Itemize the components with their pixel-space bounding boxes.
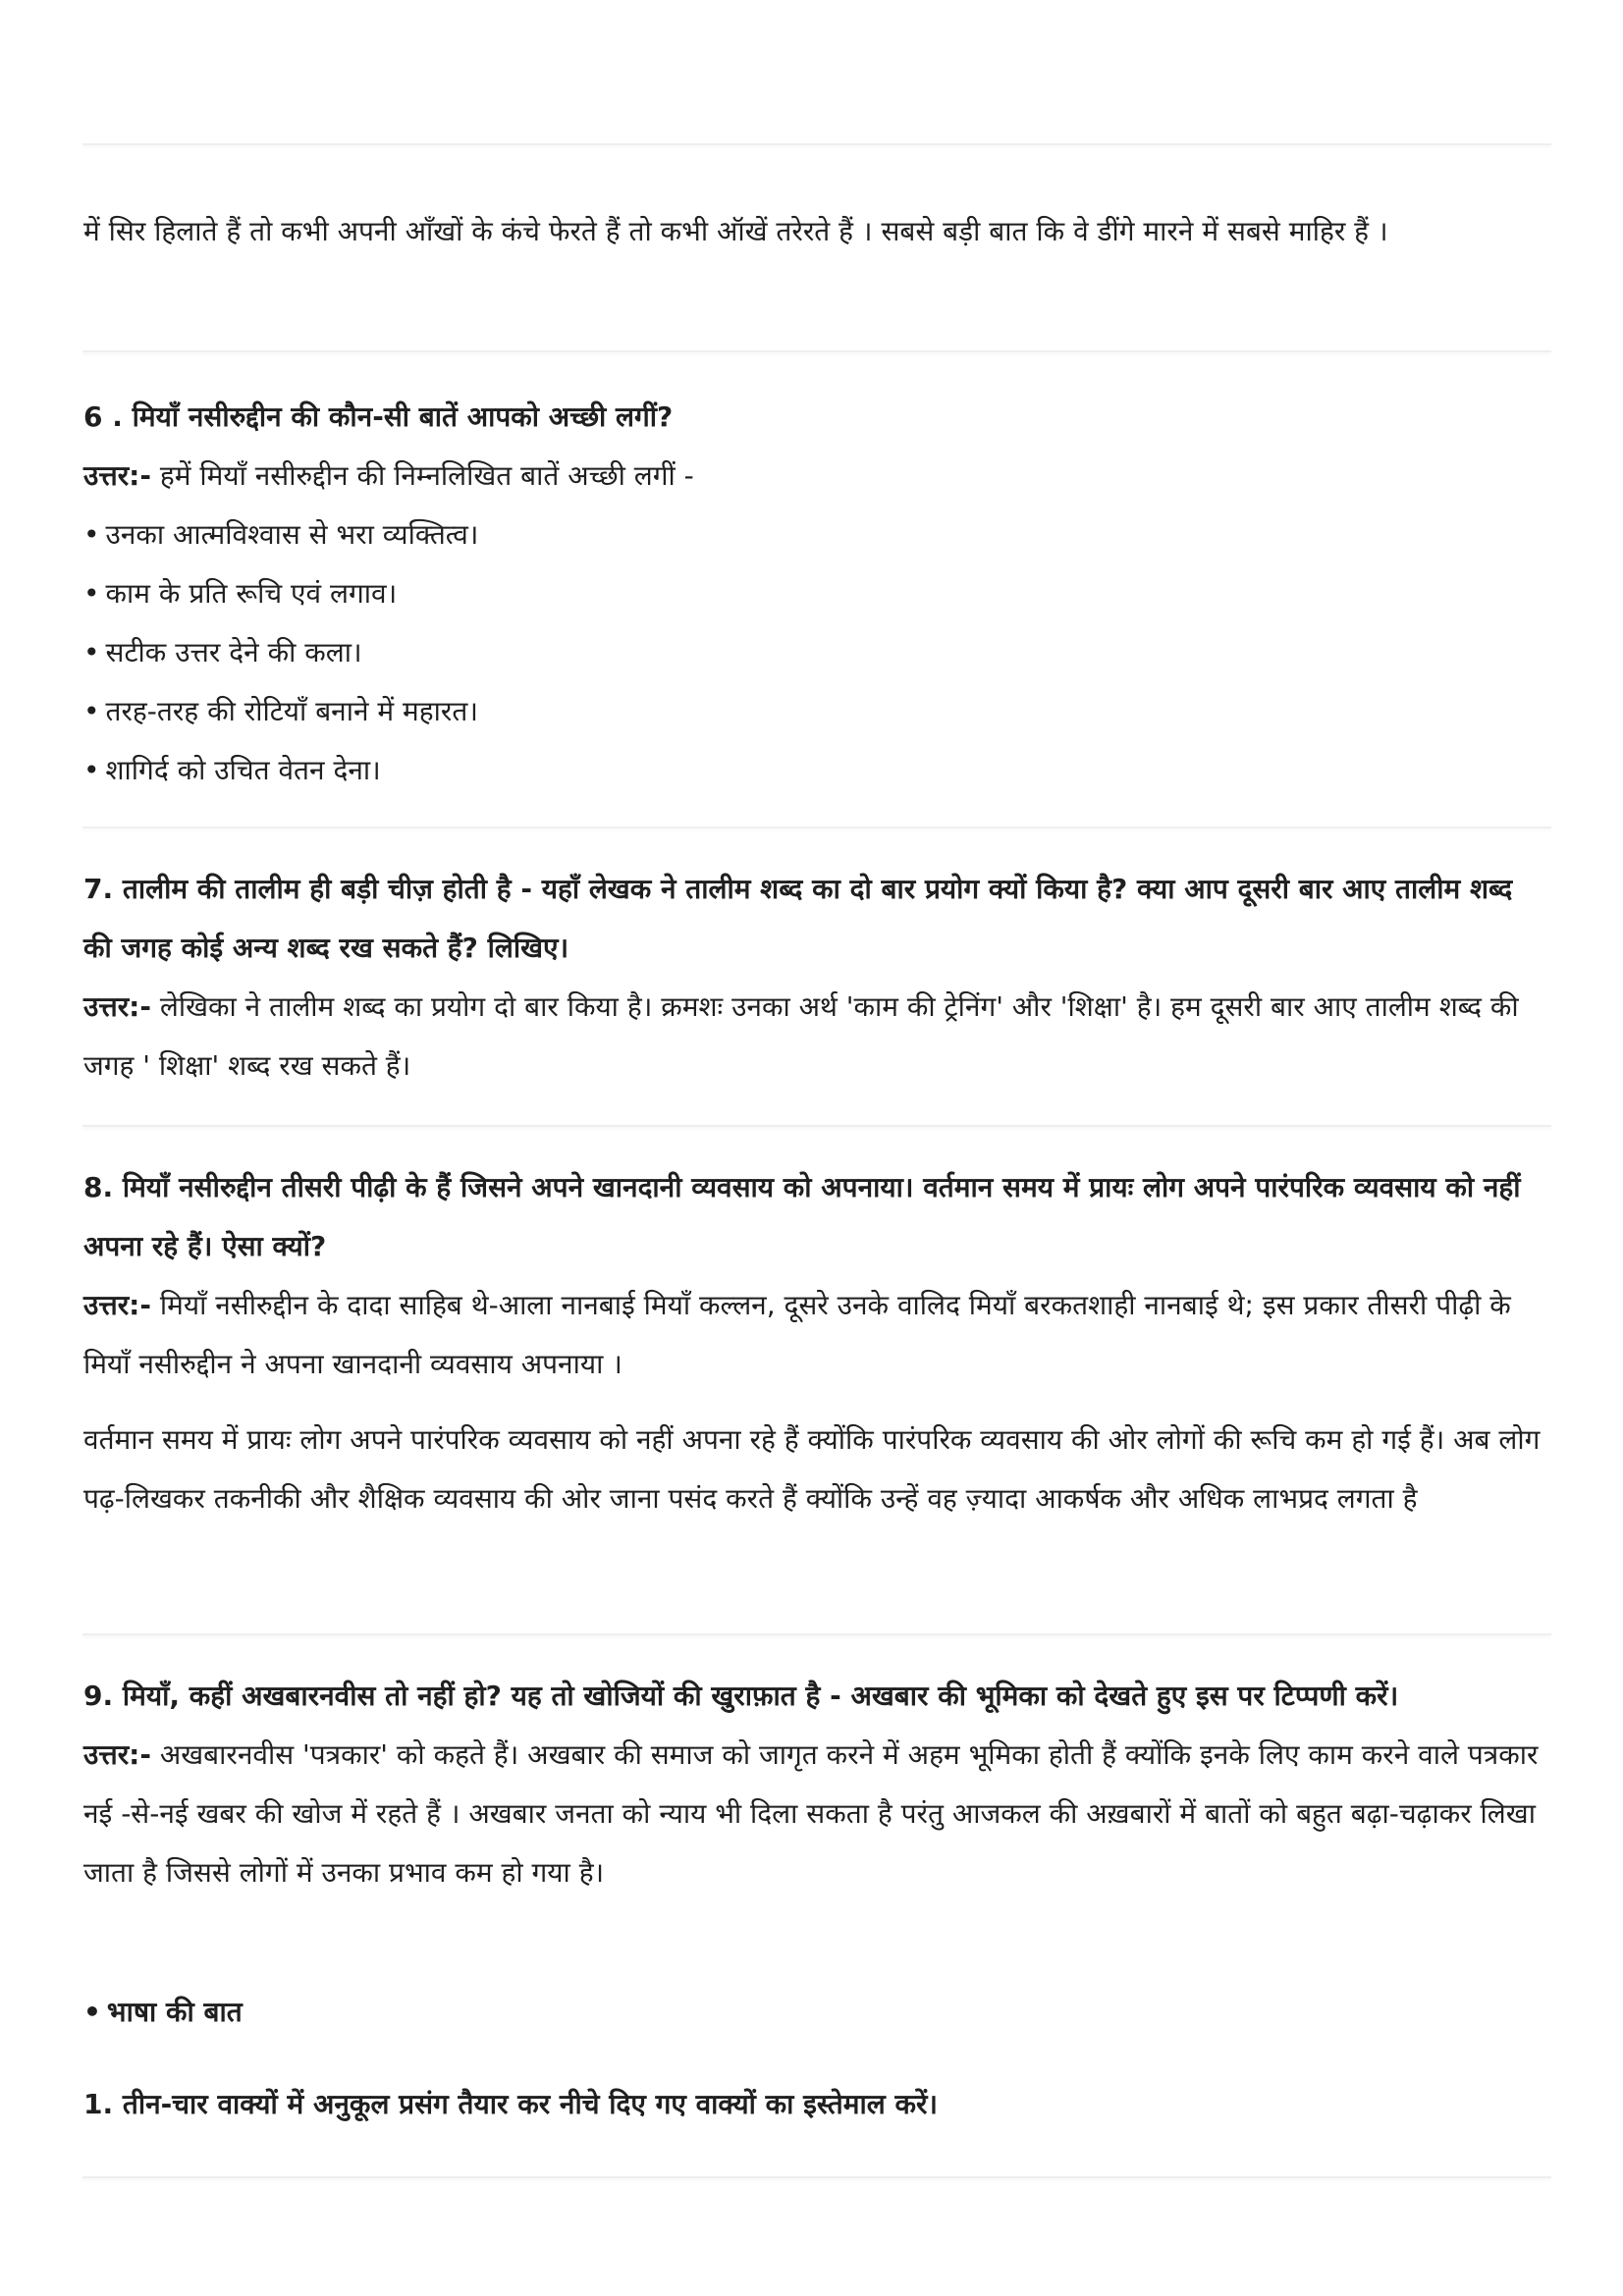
- answer-6-text: हमें मियाँ नसीरुद्दीन की निम्नलिखित बातें अच्छी लगीं -: [150, 459, 694, 492]
- language-question-1-section: [83, 2075, 1546, 2134]
- answer-7: [83, 978, 1546, 1095]
- question-7: 7. तालीम की तालीम ही बड़ी चीज़ होती है - यहाँ लेखक ने तालीम शब्द का दो बार प्रयोग क्यों किया है? क्या आप दूसरी बार आए तालीम शब्द की जगह कोई अन्य शब्द रख सकते हैं? लिखिए।: [83, 873, 1513, 964]
- divider: [82, 350, 1551, 352]
- list-item: • काम के प्रति रूचि एवं लगाव।: [83, 564, 1546, 623]
- divider: [82, 143, 1551, 145]
- divider: [82, 827, 1551, 828]
- list-item: • शागिर्द को उचित वेतन देना।: [83, 741, 1546, 800]
- answer-label: उत्तर:-: [83, 459, 151, 492]
- answer-9-text: अखबारनवीस 'पत्रकार' को कहते हैं। अखबार की समाज को जागृत करने में अहम भूमिका होती हैं क्योंकि इनके लिए काम करने वाले पत्रकार नई -से-नई खबर की खोज में रहते हैं । अखबार जनता को न्याय भी दिला सकता है परंतु आजकल की अख़बारों में बातों को बहुत बढ़ा-चढ़ाकर लिखा जाता है जिससे लोगों में उनका प्रभाव कम हो गया है।: [83, 1738, 1539, 1889]
- intro-paragraph: में सिर हिलाते हैं तो कभी अपनी आँखों के कंचे फेरते हैं तो कभी ऑखें तरेरते हैं । सबसे बड़ी बात कि वे डींगे मारने में सबसे माहिर हैं ।: [83, 215, 1388, 247]
- answer-label: उत्तर:-: [83, 1738, 151, 1771]
- list-item: • तरह-तरह की रोटियाँ बनाने में महारत।: [83, 682, 1546, 741]
- answer-8-text: मियाँ नसीरुद्दीन के दादा साहिब थे-आला नानबाई मियाँ कल्लन, दूसरे उनके वालिद मियाँ बरकतशाही नानबाई थे; इस प्रकार तीसरी पीढ़ी के मियाँ नसीरुद्दीन ने अपना खानदानी व्यवसाय अपनाया ।: [83, 1289, 1511, 1380]
- question-8-section: [83, 1158, 1546, 1528]
- divider: [82, 1633, 1551, 1635]
- intro-section: [83, 202, 1546, 261]
- question-7-section: [83, 860, 1546, 1095]
- answer-label: उत्तर:-: [83, 990, 151, 1023]
- section-heading: • भाषा की बात: [83, 1983, 1546, 2042]
- answer-9: [83, 1726, 1546, 1902]
- language-question-1: 1. तीन-चार वाक्यों में अनुकूल प्रसंग तैयार कर नीचे दिए गए वाक्यों का इस्तेमाल करें।: [83, 2088, 939, 2120]
- language-section: [83, 1983, 1546, 2042]
- answer-6: [83, 447, 1546, 506]
- question-6-section: [83, 388, 1546, 800]
- answer-8-paragraph: वर्तमान समय में प्रायः लोग अपने पारंपरिक व्यवसाय को नहीं अपना रहे हैं क्योंकि पारंपरिक व्यवसाय की ओर लोगों की रूचि कम हो गई हैं। अब लोग पढ़-लिखकर तकनीकी और शैक्षिक व्यवसाय की ओर जाना पसंद करते हैं क्योंकि उन्हें वह ज़्यादा आकर्षक और अधिक लाभप्रद लगता है: [83, 1423, 1541, 1515]
- answer-7-text: लेखिका ने तालीम शब्द का प्रयोग दो बार किया है। क्रमशः उनका अर्थ 'काम की ट्रेनिंग' और 'शिक्षा' है। हम दूसरी बार आए तालीम शब्द की जगह ' शिक्षा' शब्द रख सकते हैं।: [83, 990, 1519, 1082]
- answer-8: [83, 1276, 1546, 1394]
- question-9: 9. मियाँ, कहीं अखबारनवीस तो नहीं हो? यह तो खोजियों की खुराफ़ात है - अखबार की भूमिका को देखते हुए इस पर टिप्पणी करें।: [83, 1680, 1399, 1712]
- list-item: • सटीक उत्तर देने की कला।: [83, 623, 1546, 682]
- question-8: 8. मियाँ नसीरुद्दीन तीसरी पीढ़ी के हैं जिसने अपने खानदानी व्यवसाय को अपनाया। वर्तमान समय में प्रायः लोग अपने पारंपरिक व्यवसाय को नहीं अपना रहे हैं। ऐसा क्यों?: [83, 1171, 1521, 1262]
- list-item: • उनका आत्मविश्वास से भरा व्यक्तित्व।: [83, 506, 1546, 564]
- divider: [82, 1125, 1551, 1127]
- divider: [82, 2176, 1551, 2178]
- question-9-section: [83, 1667, 1546, 1902]
- answer-label: उत्तर:-: [83, 1289, 151, 1321]
- question-6: 6 . मियाँ नसीरुद्दीन की कौन-सी बातें आपको अच्छी लगीं?: [83, 400, 674, 433]
